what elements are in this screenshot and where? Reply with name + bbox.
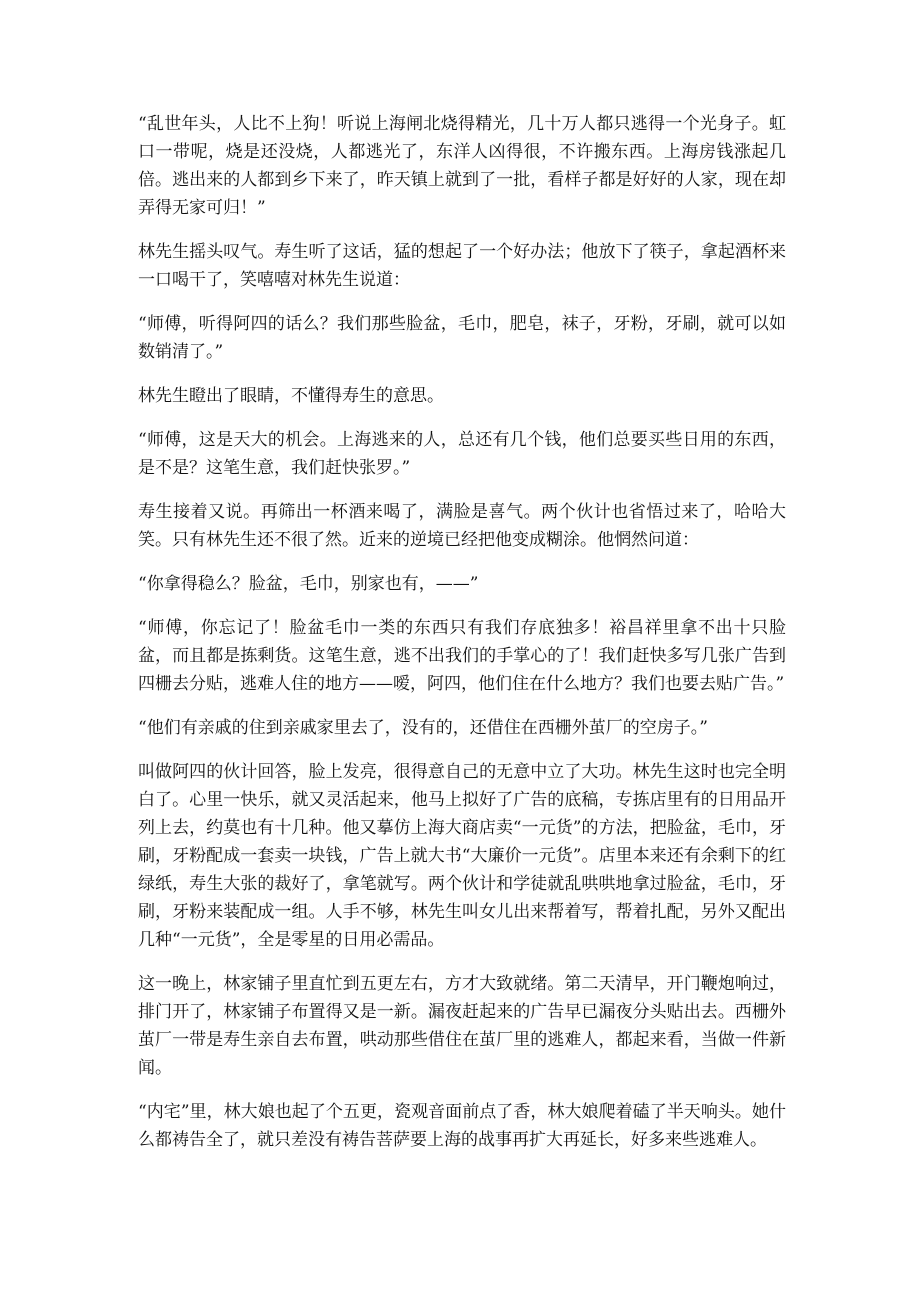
paragraph: “师傅，你忘记了！脸盆毛巾一类的东西只有我们存底独多！裕昌祥里拿不出十只脸盆，而且都是拣剩货。这笔生意，逃不出我们的手掌心的了！我们赶快多写几张广告到四栅去分贴，逃难人住的地方——嗳，阿四，他们住在什么地方？我们也要去贴广告。” xyxy=(138,618,786,694)
paragraph: 林先生瞪出了眼睛，不懂得寿生的意思。 xyxy=(138,386,444,406)
paragraph: 这一晚上，林家铺子里直忙到五更左右，方才大致就绪。第二天清早，开门鞭炮响过，排门开了，林家铺子布置得又是一新。漏夜赶起来的广告早已漏夜分头贴出去。西栅外茧厂一带是寿生亲自去布置，哄动那些借住在茧厂里的逃难人，都起来看，当做一件新闻。 xyxy=(138,974,786,1078)
paragraph: 寿生接着又说。再筛出一杯酒来喝了，满脸是喜气。两个伙计也省悟过来了，哈哈大笑。只有林先生还不很了然。近来的逆境已经把他变成糊涂。他惘然问道： xyxy=(138,502,786,550)
paragraph: “师傅，听得阿四的话么？我们那些脸盆，毛巾，肥皂，袜子，牙粉，牙刷，就可以如数销清了。” xyxy=(138,314,786,362)
document-page xyxy=(138,110,786,1170)
paragraph: “师傅，这是天大的机会。上海逃来的人，总还有几个钱，他们总要买些日用的东西，是不是？这笔生意，我们赶快张罗。” xyxy=(138,430,786,478)
paragraph: 林先生摇头叹气。寿生听了这话，猛的想起了一个好办法；他放下了筷子，拿起酒杯来一口喝干了，笑嘻嘻对林先生说道： xyxy=(138,242,786,290)
paragraph: “乱世年头，人比不上狗！听说上海闸北烧得精光，几十万人都只逃得一个光身子。虹口一带呢，烧是还没烧，人都逃光了，东洋人凶得很，不许搬东西。上海房钱涨起几倍。逃出来的人都到乡下来了，昨天镇上就到了一批，看样子都是好好的人家，现在却弄得无家可归！” xyxy=(138,114,786,218)
paragraph: “内宅”里，林大娘也起了个五更，瓷观音面前点了香，林大娘爬着磕了半天响头。她什么都祷告全了，就只差没有祷告菩萨要上海的战事再扩大再延长，好多来些逃难人。 xyxy=(138,1102,786,1150)
paragraph: “他们有亲戚的住到亲戚家里去了，没有的，还借住在西栅外茧厂的空房子。” xyxy=(138,718,708,738)
paragraph: “你拿得稳么？脸盆，毛巾，别家也有，——” xyxy=(138,574,479,594)
paragraph: 叫做阿四的伙计回答，脸上发亮，很得意自己的无意中立了大功。林先生这时也完全明白了。心里一快乐，就又灵活起来，他马上拟好了广告的底稿，专拣店里有的日用品开列上去，约莫也有十几种。他又摹仿上海大商店卖“一元货”的方法，把脸盆，毛巾，牙刷，牙粉配成一套卖一块钱，广告上就大书“大廉价一元货”。店里本来还有余剩下的红绿纸，寿生大张的裁好了，拿笔就写。两个伙计和学徒就乱哄哄地拿过脸盆，毛巾，牙刷，牙粉来装配成一组。人手不够，林先生叫女儿出来帮着写，帮着扎配，另外又配出几种“一元货”，全是零星的日用必需品。 xyxy=(138,762,786,950)
